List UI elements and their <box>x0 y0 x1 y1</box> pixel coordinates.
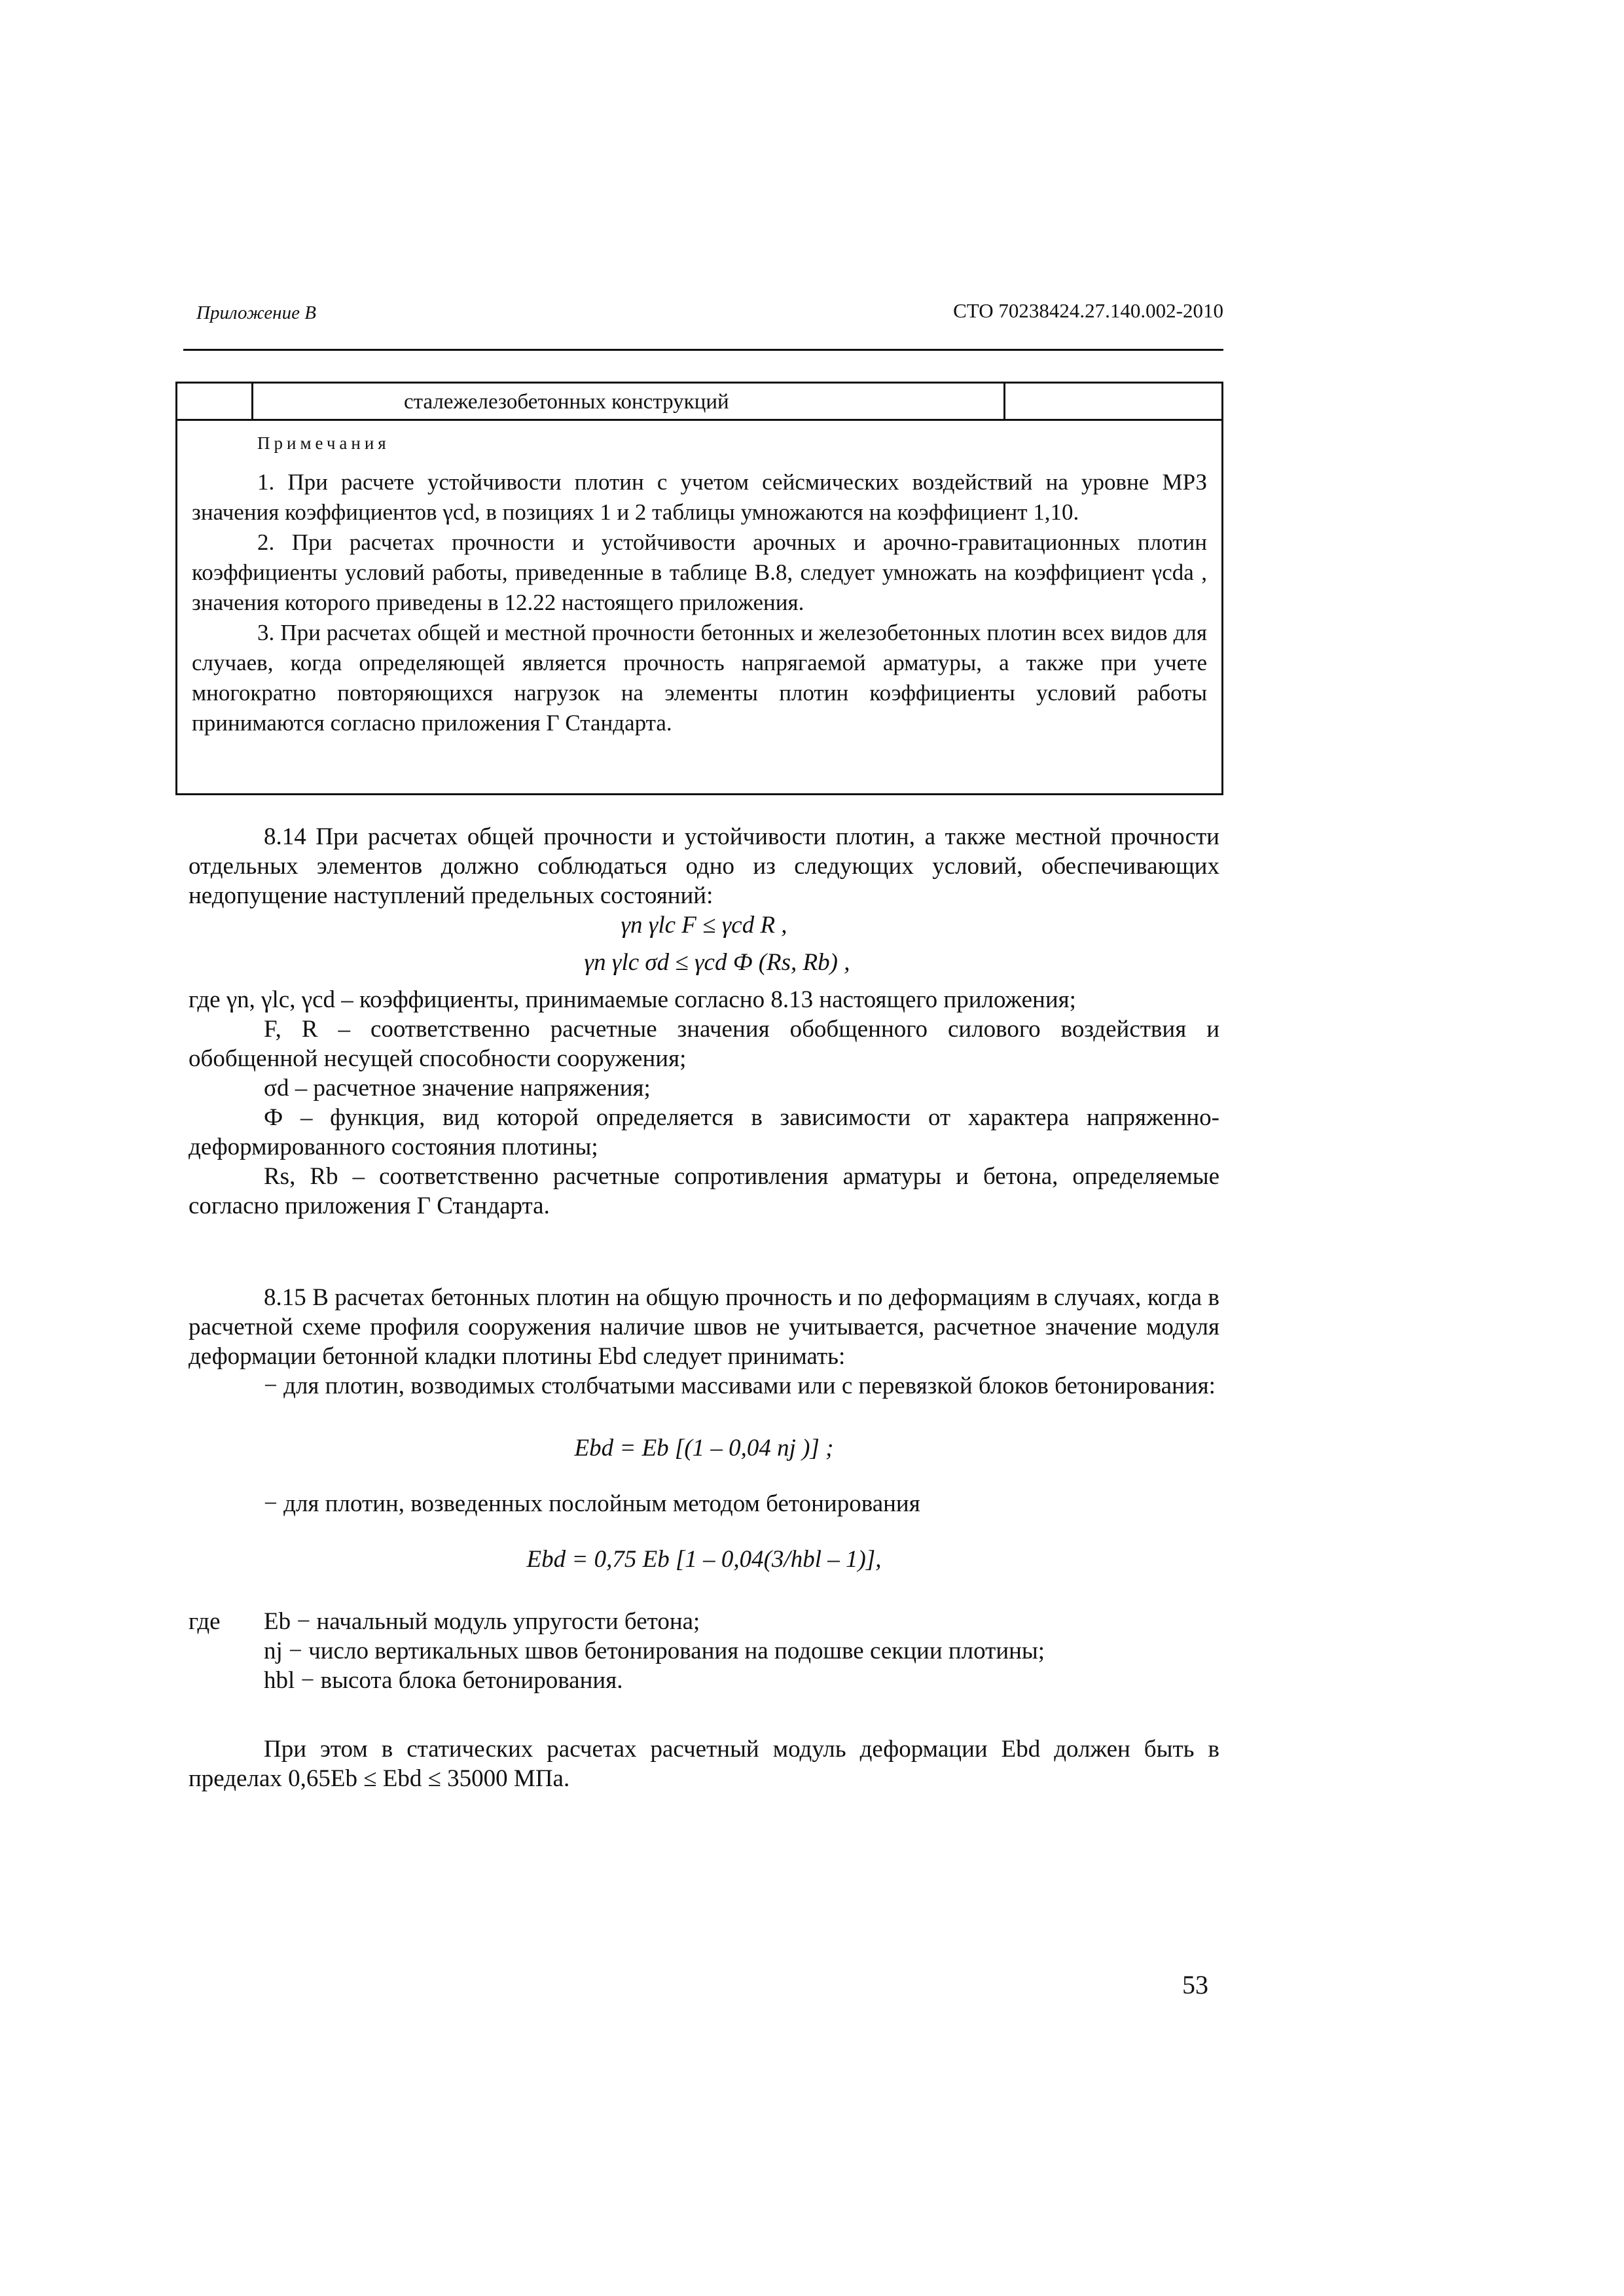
header-appendix-label: Приложение В <box>196 302 316 323</box>
table-row <box>175 382 1223 421</box>
table-cell-text: сталежелезобетонных конструкций <box>404 390 729 414</box>
where-label: где <box>189 1608 221 1635</box>
where-8-15-3: hbl − высота блока бетонирования. <box>264 1667 623 1694</box>
table-cell-value <box>1003 384 1221 419</box>
formula-8-15-2: Ebd = 0,75 Eb [1 – 0,04(3/hbl – 1)], <box>526 1546 882 1573</box>
list-item-columnar: − для плотин, возводимых столбчатыми массивами или с перевязкой блоков бетонирования: <box>264 1372 1216 1399</box>
where-8-14-3: σd – расчетное значение напряжения; <box>264 1075 651 1102</box>
list-item-layered: − для плотин, возведенных послойным методом бетонирования <box>264 1490 920 1517</box>
note-3: 3. При расчетах общей и местной прочности бетонных и железобетонных плотин всех видов для случаев, когда определяющей является прочность напрягаемой арматуры, а также при учете многократно повторяющихся нагрузок на элементы плотин коэффициенты условий работы принимаются согласно приложения Г Стандарта. <box>192 620 1207 736</box>
paragraph-8-15: 8.15 В расчетах бетонных плотин на общую прочность и по деформациям в случаях, когда в расчетной схеме профиля сооружения наличие швов не учитывается, расчетное значение модуля деформации бетонной кладки плотины Ebd следует принимать: <box>189 1284 1219 1370</box>
formula-8-15-1: Ebd = Eb [(1 – 0,04 nj )] ; <box>574 1435 834 1462</box>
where-8-15-1: Eb − начальный модуль упругости бетона; <box>264 1608 700 1635</box>
note-2: 2. При расчетах прочности и устойчивости арочных и арочно-гравитационных плотин коэффициенты условий работы, приведенные в таблице В.8, следует умножать на коэффициент γcda , значения которого приведены в 12.22 настоящего приложения. <box>192 529 1207 615</box>
where-8-14-4: Ф – функция, вид которой определяется в зависимости от характера напряженно-деформированного состояния плотины; <box>189 1104 1219 1160</box>
header-document-code: СТО 70238424.27.140.002-2010 <box>953 299 1223 322</box>
paragraph-8-14: 8.14 При расчетах общей прочности и устойчивости плотин, а также местной прочности отдельных элементов должно соблюдаться одно из следующих условий, обеспечивающих недопущение наступлений предельных состояний: <box>189 823 1219 909</box>
paragraph-final: При этом в статических расчетах расчетный модуль деформации Ebd должен быть в пределах 0,65Eb ≤ Ebd ≤ 35000 МПа. <box>189 1736 1219 1792</box>
formula-8-14-1: γn γlc F ≤ γcd R , <box>621 912 787 939</box>
where-8-14-1: где γn, γlc, γcd – коэффициенты, принимаемые согласно 8.13 настоящего приложения; <box>189 986 1076 1013</box>
table-cell-number <box>177 384 253 419</box>
note-1: 1. При расчете устойчивости плотин с учетом сейсмических воздействий на уровне МРЗ значения коэффициентов γcd, в позициях 1 и 2 таблицы умножаются на коэффициент 1,10. <box>192 469 1207 525</box>
table-notes <box>175 419 1223 795</box>
header-rule <box>183 349 1223 351</box>
section-8-14 <box>189 822 1219 1221</box>
notes-title: Примечания <box>257 433 390 453</box>
where-8-15-2: nj − число вертикальных швов бетонирования на подошве секции плотины; <box>264 1638 1045 1664</box>
section-8-15 <box>189 1283 1219 1793</box>
page-number: 53 <box>1182 1970 1208 2000</box>
where-8-14-5: Rs, Rb – соответственно расчетные сопротивления арматуры и бетона, определяемые согласно приложения Г Стандарта. <box>189 1163 1219 1219</box>
where-8-14-2: F, R – соответственно расчетные значения обобщенного силового воздействия и обобщенной несущей способности сооружения; <box>189 1016 1219 1072</box>
where-block-8-15 <box>189 1607 1219 1695</box>
formula-8-14-2: γn γlc σd ≤ γcd Ф (Rs, Rb) , <box>584 949 850 976</box>
